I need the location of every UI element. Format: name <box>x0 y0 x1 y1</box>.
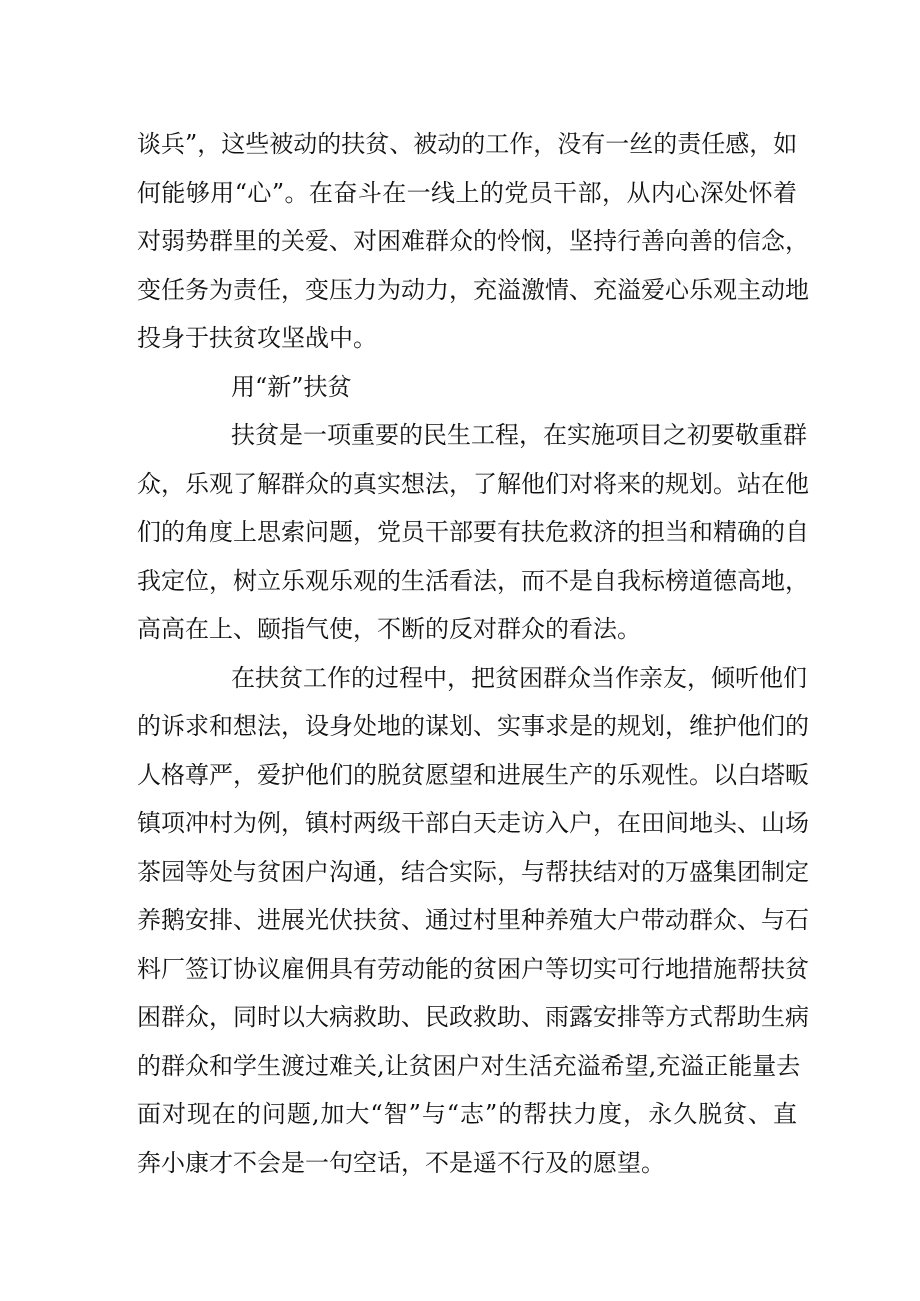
paragraph-line: 高高在上、颐指气使，不断的反对群众的看法。 <box>137 615 641 643</box>
paragraph-3 <box>137 654 809 1188</box>
paragraph-line: 谈兵”，这些被动的扶贫、被动的工作，没有一丝的责任感，如 <box>137 130 798 158</box>
section-heading-text: 用“新”扶贫 <box>231 372 352 401</box>
paragraph-line: 奔小康才不会是一句空话，不是遥不行及的愿望。 <box>137 1148 665 1177</box>
paragraph-line: 养鹅安排、进展光伏扶贫、通过村里种养殖大户带动群众、与石 <box>137 906 809 934</box>
paragraph-line: 扶贫是一项重要的民生工程，在实施项目之初要敬重群 <box>231 421 807 449</box>
paragraph-line: 困群众，同时以大病救助、民政救助、雨露安排等方式帮助生病 <box>137 1003 809 1031</box>
paragraph-2 <box>137 411 809 654</box>
paragraph-line: 料厂签订协议雇佣具有劳动能的贫困户等切实可行地措施帮扶贫 <box>137 954 809 983</box>
paragraph-line: 们的角度上思索问题，党员干部要有扶危救济的担当和精确的自 <box>137 518 809 546</box>
paragraph-line: 我定位，树立乐观乐观的生活看法，而不是自我标榜道德高地， <box>137 566 809 595</box>
paragraph-line: 面对现在的问题,加大“智”与“志”的帮扶力度，永久脱贫、直 <box>137 1100 797 1128</box>
paragraph-line: 人格尊严，爱护他们的脱贫愿望和进展生产的乐观性。以白塔畈 <box>137 760 809 789</box>
document-body <box>137 120 809 1187</box>
paragraph-line: 投身于扶贫攻坚战中。 <box>137 324 377 352</box>
paragraph-line: 对弱势群里的关爱、对困难群众的怜悯，坚持行善向善的信念， <box>137 227 809 255</box>
paragraph-line: 众，乐观了解群众的真实想法，了解他们对将来的规划。站在他 <box>137 469 809 498</box>
section-heading <box>137 363 797 412</box>
paragraph-line: 何能够用“心”。在奋斗在一线上的党员干部，从内心深处怀着 <box>137 178 797 207</box>
paragraph-line: 镇项冲村为例，镇村两级干部白天走访入户，在田间地头、山场 <box>137 809 809 837</box>
paragraph-line: 的诉求和想法，设身处地的谋划、实事求是的规划，维护他们的 <box>137 712 809 740</box>
paragraph-1 <box>137 120 809 363</box>
paragraph-line: 变任务为责任，变压力为动力，充溢激情、充溢爱心乐观主动地 <box>137 275 809 304</box>
paragraph-line: 的群众和学生渡过难关,让贫困户对生活充溢希望,充溢正能量去 <box>137 1051 801 1080</box>
paragraph-line: 茶园等处与贫困户沟通，结合实际，与帮扶结对的万盛集团制定 <box>137 857 809 886</box>
paragraph-line: 在扶贫工作的过程中，把贫困群众当作亲友，倾听他们 <box>231 663 807 692</box>
